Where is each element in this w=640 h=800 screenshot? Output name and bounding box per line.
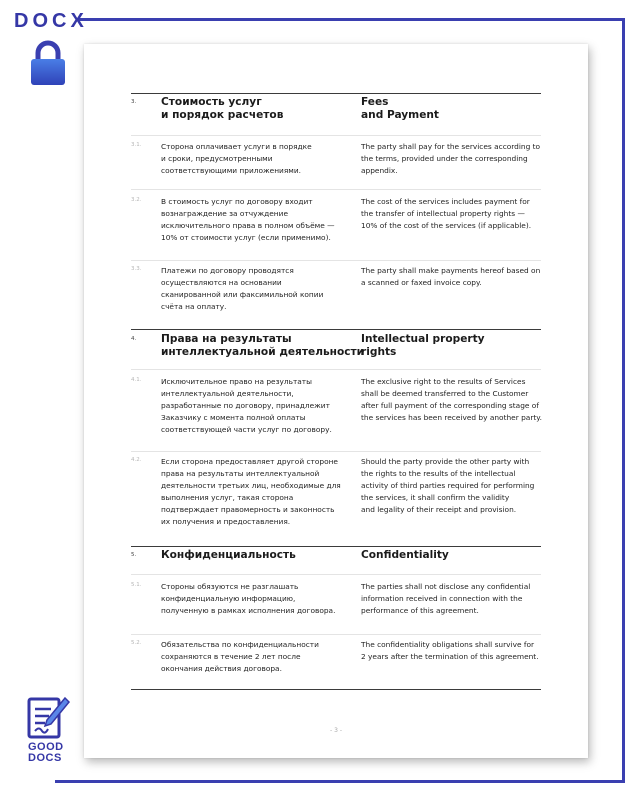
clause-divider: [131, 451, 541, 452]
clause-divider: [131, 634, 541, 635]
section-number: 5.: [131, 552, 137, 558]
clause-text-ru: Если сторона предоставляет другой стороне права на результаты интеллектуальной деятельности третьих лиц, необходимые для выполнения услуг, такая сторона подтверждает правомерность и законность их получения и предоставления.: [161, 457, 341, 527]
good-docs-logo: [28, 742, 78, 764]
section-number: 4.: [131, 336, 137, 342]
docx-brand-label: DOCX: [14, 10, 88, 32]
section-title-en: Intellectual property rights: [361, 333, 485, 359]
clause-divider: [131, 189, 541, 190]
clause-text-en: The parties shall not disclose any confidential information received in connection with the performance of this agreement.: [361, 582, 531, 616]
clause-number: 4.2.: [131, 457, 142, 463]
clause-text-en: Should the party provide the other party with the rights to the results of the intellectual activity of third parties required for performing the services, it shall confirm the validity and legality of their receipt and provision.: [361, 457, 535, 515]
clause-text-ru: В стоимость услуг по договору входит вознаграждение за отчуждение исключительного права в полном объёме — 10% от стоимости услуг (если применимо).: [161, 197, 335, 243]
document-pen-icon: [27, 695, 71, 741]
section-rule: [131, 93, 541, 94]
clause-text-en: The confidentiality obligations shall survive for 2 years after the termination of this agreement.: [361, 640, 539, 662]
clause-text-ru: Стороны обязуются не разглашать конфиденциальную информацию, полученную в рамках исполнения договора.: [161, 582, 336, 616]
section-title-en: Confidentiality: [361, 549, 449, 561]
logo-line-1: GOOD: [28, 741, 64, 753]
section-title-ru: Стоимость услуг и порядок расчетов: [161, 96, 284, 122]
clause-number: 5.1.: [131, 582, 142, 588]
clause-divider: [131, 135, 541, 136]
clause-number: 3.2.: [131, 197, 142, 203]
clause-number: 4.1.: [131, 377, 142, 383]
clause-number: 3.1.: [131, 142, 142, 148]
section-title-ru: Конфиденциальность: [161, 549, 296, 561]
section-title-ru: Права на результаты интеллектуальной деятельности: [161, 333, 365, 359]
clause-text-ru: Обязательства по конфиденциальности сохраняются в течение 2 лет после окончания действия договора.: [161, 640, 319, 674]
clause-divider: [131, 574, 541, 575]
clause-number: 5.2.: [131, 640, 142, 646]
frame-bottom-line: [55, 780, 625, 783]
frame-right-line: [622, 18, 625, 783]
section-title-en: Fees and Payment: [361, 96, 439, 122]
clause-number: 3.3.: [131, 266, 142, 272]
page-number: - 3 -: [330, 727, 342, 734]
clause-text-ru: Платежи по договору проводятся осуществляются на основании сканированной или факсимильной копии счёта на оплату.: [161, 266, 324, 312]
clause-text-en: The party shall pay for the services according to the terms, provided under the corresponding appendix.: [361, 142, 541, 176]
clause-divider: [131, 369, 541, 370]
closing-rule: [131, 689, 541, 690]
frame-top-line: [78, 18, 625, 21]
lock-icon: [29, 40, 67, 86]
clause-text-en: The cost of the services includes payment for the transfer of intellectual property rights — 10% of the cost of the services (if applicable).: [361, 197, 532, 231]
clause-text-en: The party shall make payments hereof based on a scanned or faxed invoice copy.: [361, 266, 541, 288]
section-number: 3.: [131, 99, 137, 105]
clause-divider: [131, 260, 541, 261]
clause-text-ru: Исключительное право на результаты интеллектуальной деятельности, разработанные по договору, принадлежит Заказчику с момента полной оплаты соответствующей части услуг по договору.: [161, 377, 332, 435]
section-rule: [131, 546, 541, 547]
clause-text-ru: Сторона оплачивает услуги в порядке и сроки, предусмотренными соответствующими приложениями.: [161, 142, 312, 176]
document-page: [84, 44, 588, 758]
logo-line-2: DOCS: [28, 752, 62, 764]
section-rule: [131, 329, 541, 330]
clause-text-en: The exclusive right to the results of Services shall be deemed transferred to the Customer after full payment of the corresponding stage of the services has been received by another party.: [361, 377, 542, 423]
